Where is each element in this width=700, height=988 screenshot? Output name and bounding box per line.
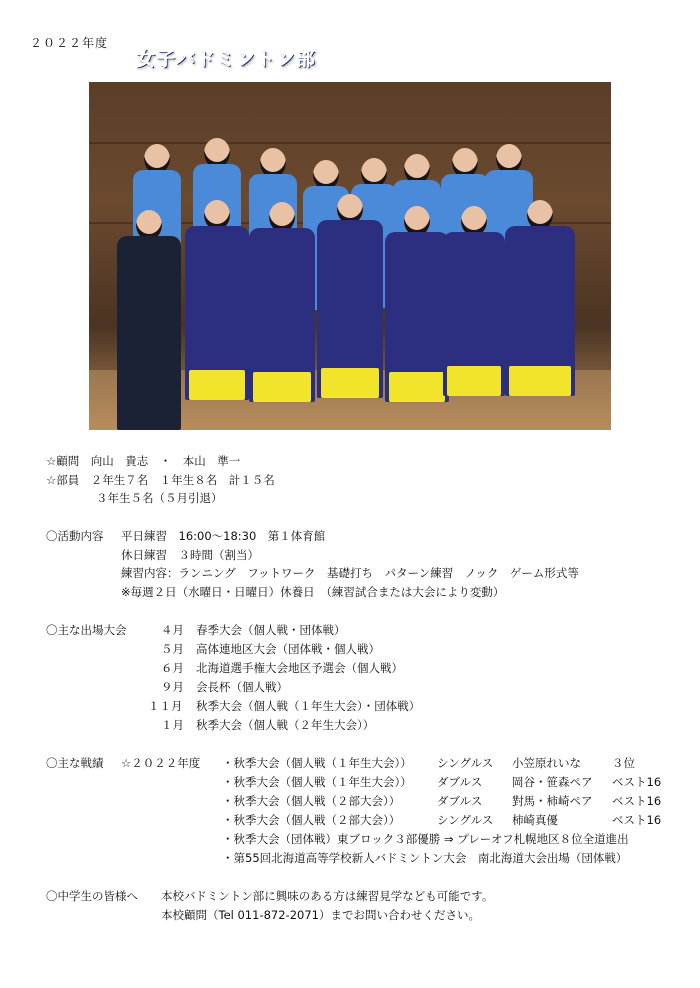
tournament-name: 秋季大会（個人戦（１年生大会）・団体戦） <box>196 699 421 713</box>
activities-weekday: 平日練習 16:00～18:30 第１体育館 <box>121 529 326 543</box>
year-label: ２０２２年度 <box>30 36 109 50</box>
result-rank: ベスト16 <box>612 794 662 808</box>
tournament-name: 秋季大会（個人戦（２年生大会）） <box>196 718 375 732</box>
result-shinjin: ・第55回北海道高等学校新人バドミントン大会 南北海道大会出場（団体戦） <box>222 851 628 865</box>
result-type: ダブルス <box>437 775 483 789</box>
activities-rest: ※毎週２日（水曜日・日曜日）休養日 （練習試合または大会により変動） <box>121 585 505 599</box>
activities-label: 〇活動内容 <box>46 529 104 543</box>
result-rank: ベスト16 <box>612 813 662 827</box>
notice-label: 〇中学生の皆様へ <box>46 889 138 903</box>
result-event: ・秋季大会（個人戦（１年生大会）） <box>222 756 412 770</box>
tournaments-label: 〇主な出場大会 <box>46 623 127 637</box>
activities-holiday: 休日練習 ３時間（割当） <box>121 548 259 562</box>
result-type: ダブルス <box>437 794 483 808</box>
tournament-name: 会長杯（個人戦） <box>196 680 288 694</box>
result-rank: ベスト16 <box>612 775 662 789</box>
result-player: 對馬・柿崎ペア <box>512 794 593 808</box>
tournament-month: ４月 <box>161 623 184 637</box>
result-type: シングルス <box>437 756 494 770</box>
result-team: ・秋季大会（団体戦）東ブロック３部優勝 ⇒ プレーオフ札幌地区８位全道進出 <box>222 832 629 846</box>
tournament-name: 春季大会（個人戦・団体戦） <box>196 623 346 637</box>
results-year: ☆２０２２年度 <box>121 756 201 770</box>
result-event: ・秋季大会（個人戦（１年生大会）） <box>222 775 412 789</box>
tournament-month: ５月 <box>161 642 184 656</box>
results-label: 〇主な戦績 <box>46 756 104 770</box>
activities-content: 練習内容：ランニング フットワーク 基礎打ち パターン練習 ノック ゲーム形式等 <box>121 566 579 580</box>
notice-line1: 本校バドミントン部に興味のある方は練習見学なども可能です。 <box>161 889 494 903</box>
tournament-month: １月 <box>161 718 184 732</box>
members-line-graduated: ３年生５名（５月引退） <box>96 491 223 505</box>
members-line: ☆部員 ２年生７名 １年生８名 計１５名 <box>46 473 275 487</box>
result-event: ・秋季大会（個人戦（２部大会）） <box>222 813 401 827</box>
tournament-name: 高体連地区大会（団体戦・個人戦） <box>196 642 380 656</box>
result-rank: ３位 <box>612 756 635 770</box>
page-title: 女子バドミントン部 <box>136 48 316 70</box>
tournament-month: ６月 <box>161 661 184 675</box>
tournament-name: 北海道選手権大会地区予選会（個人戦） <box>196 661 403 675</box>
result-player: 岡谷・笹森ペア <box>512 775 593 789</box>
tournament-month: １１月 <box>148 699 183 713</box>
advisor-line: ☆顧問 向山 貴志 ・ 本山 準一 <box>46 454 241 468</box>
tournament-month: ９月 <box>161 680 184 694</box>
result-type: シングルス <box>437 813 494 827</box>
result-player: 柿崎真優 <box>512 813 558 827</box>
notice-line2: 本校顧問（Tel 011-872-2071）までお問い合わせください。 <box>161 908 480 922</box>
result-event: ・秋季大会（個人戦（２部大会）） <box>222 794 401 808</box>
result-player: 小笠原れいな <box>512 756 581 770</box>
